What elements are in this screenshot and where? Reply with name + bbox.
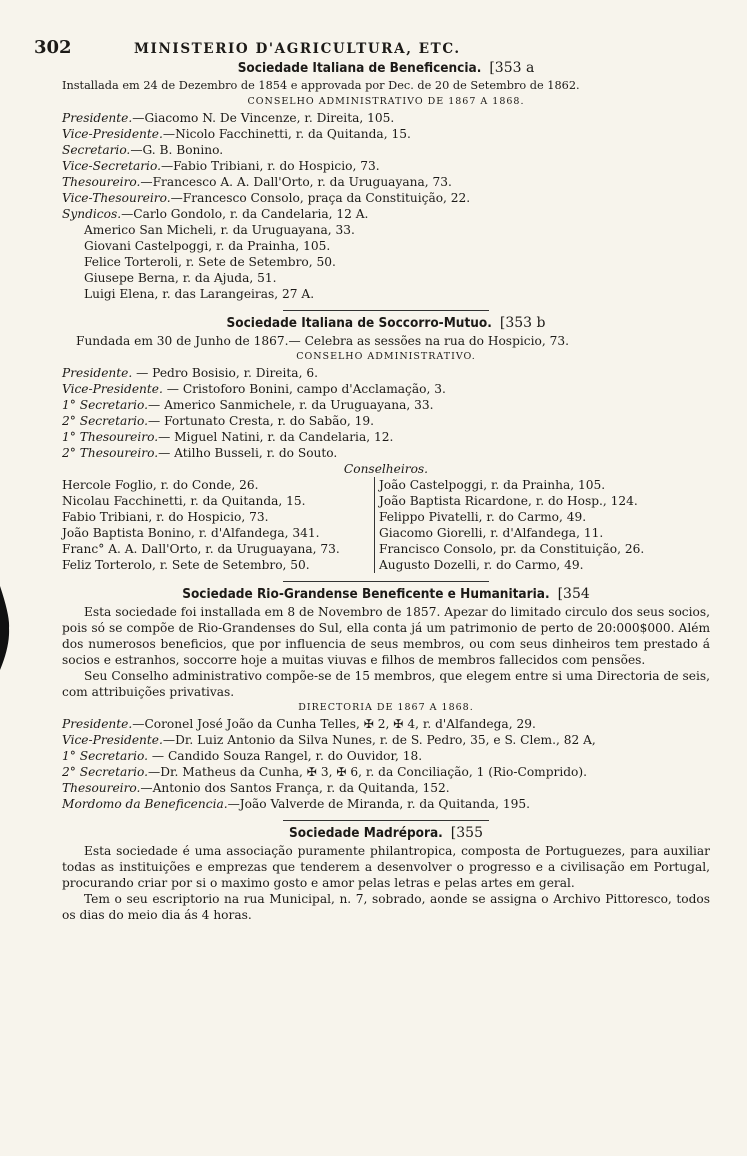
conselheiro-entry: João Baptista Ricardone, r. do Hosp., 124. xyxy=(379,494,638,508)
officer-line xyxy=(62,174,710,190)
conselheiros-label: Conselheiros. xyxy=(343,462,429,476)
section-title-355 xyxy=(62,825,710,841)
officer-role: Thesoureiro. xyxy=(62,175,141,189)
conselheiro-entry: Giacomo Giorelli, r. d'Alfandega, 11. xyxy=(379,526,604,540)
officer-line xyxy=(62,780,710,796)
officer-details: — Americo Sanmichele, r. da Uruguayana, 33. xyxy=(148,398,434,412)
officer-role: 1° Secretario. xyxy=(62,749,149,763)
officer-line xyxy=(62,445,710,461)
conselheiro-entry: Hercole Foglio, r. do Conde, 26. xyxy=(62,478,259,492)
officer-details: — Atilho Busseli, r. do Souto. xyxy=(158,446,338,460)
officers-353a xyxy=(62,110,710,222)
council-heading-353a: CONSELHO ADMINISTRATIVO DE 1867 A 1868. xyxy=(247,96,525,107)
officer-details: —Coronel José João da Cunha Telles, ✠ 2, ✠ 4, r. d'Alfandega, 29. xyxy=(132,717,536,731)
title-text: Sociedade Italiana de Soccorro-Mutuo. xyxy=(226,315,492,331)
officer-role: Presidente. xyxy=(62,111,133,125)
officer-role: Vice-Presidente. xyxy=(62,382,163,396)
officer-line xyxy=(62,110,710,126)
officer-line xyxy=(62,748,710,764)
intro-353a: Installada em 24 de Dezembro de 1854 e approvada por Dec. de 20 de Setembro de 1862. xyxy=(62,79,580,92)
title-text: Sociedade Rio-Grandense Beneficente e Humanitaria. xyxy=(182,586,550,602)
officer-role: Secretario. xyxy=(62,143,131,157)
officer-details: —G. B. Bonino. xyxy=(130,143,224,157)
officer-role: 1° Thesoureiro. xyxy=(62,430,159,444)
officer-role: 1° Secretario. xyxy=(62,398,149,412)
officer-line xyxy=(62,796,710,812)
officer-details: — Pedro Bosisio, r. Direita, 6. xyxy=(132,366,318,380)
council-heading-353b: CONSELHO ADMINISTRATIVO. xyxy=(296,351,476,362)
officer-role: 2° Secretario. xyxy=(62,414,149,428)
directoria-heading: DIRECTORIA DE 1867 A 1868. xyxy=(298,702,474,713)
officer-details: —Dr. Luiz Antonio da Silva Nunes, r. de S. Pedro, 35, e S. Clem., 82 A, xyxy=(162,733,596,747)
page xyxy=(34,37,710,923)
officer-details: —Francesco A. A. Dall'Orto, r. da Uruguayana, 73. xyxy=(140,175,452,189)
conselheiro-entry: João Baptista Bonino, r. d'Alfandega, 341. xyxy=(62,526,320,540)
intro-353b: Fundada em 30 de Junho de 1867.— Celebra as sessões na rua do Hospicio, 73. xyxy=(76,334,569,348)
section-title-354 xyxy=(62,586,710,602)
officer-details: — Cristoforo Bonini, campo d'Acclamação, 3. xyxy=(162,382,446,396)
officer-details: —Dr. Matheus da Cunha, ✠ 3, ✠ 6, r. da Conciliação, 1 (Rio-Comprido). xyxy=(148,765,588,779)
conselheiros-left-column xyxy=(62,477,374,573)
section-number: [355 xyxy=(450,825,483,841)
conselheiro-entry: Feliz Torterolo, r. Sete de Setembro, 50. xyxy=(62,558,310,572)
paragraph: Seu Conselho administrativo compõe-se de 15 membros, que elegem entre si uma Directoria de seis, com attribuições privativas. xyxy=(62,669,710,699)
syndics-353a xyxy=(62,222,710,302)
running-header xyxy=(34,37,710,58)
officer-role: Vice-Presidente. xyxy=(62,733,163,747)
officer-details: —Nicolo Facchinetti, r. da Quitanda, 15. xyxy=(162,127,411,141)
section-number: [353 a xyxy=(489,60,535,76)
divider xyxy=(283,820,489,821)
officer-details: —Francesco Consolo, praça da Constituição, 22. xyxy=(170,191,471,205)
officer-details: — Fortunato Cresta, r. do Sabão, 19. xyxy=(148,414,374,428)
officer-role: Thesoureiro. xyxy=(62,781,141,795)
section-number: [353 b xyxy=(499,315,546,331)
conselheiro-entry: Francisco Consolo, pr. da Constituição, 26. xyxy=(379,542,645,556)
officer-role: Syndicos. xyxy=(62,207,122,221)
officer-role: Presidente. xyxy=(62,366,133,380)
officer-line xyxy=(62,413,710,429)
page-number: 302 xyxy=(34,37,72,58)
officer-details: —Antonio dos Santos França, r. da Quitanda, 152. xyxy=(140,781,450,795)
officer-line xyxy=(62,764,710,780)
conselheiros-right-column xyxy=(374,477,644,573)
conselheiro-entry: Fabio Tribiani, r. do Hospicio, 73. xyxy=(62,510,269,524)
officer-line xyxy=(62,732,710,748)
syndic-line: Felice Torteroli, r. Sete de Setembro, 50. xyxy=(84,255,336,269)
officer-line xyxy=(62,716,710,732)
divider xyxy=(283,310,489,311)
officer-role: Presidente. xyxy=(62,717,133,731)
officer-role: Vice-Thesoureiro. xyxy=(62,191,171,205)
section-title-353b xyxy=(62,315,710,331)
paragraph: Esta sociedade foi installada em 8 de Novembro de 1857. Apezar do limitado circulo dos seus socios, pois só se compõe de Rio-Grandenses do Sul, ella conta já um patrimonio de perto de 20:000$000. Além dos numerosos beneficios, que por influencia de seus membros, ou com seus dinheiros tem prestado á socios e estranhos, soccorre hoje a muitas viuvas e filhos de membros fallecidos com pensões. xyxy=(62,605,710,667)
officer-role: Vice-Presidente. xyxy=(62,127,163,141)
section-number: [354 xyxy=(557,586,590,602)
officer-line xyxy=(62,381,710,397)
officer-line xyxy=(62,429,710,445)
syndic-line: Luigi Elena, r. das Larangeiras, 27 A. xyxy=(84,287,315,301)
paragraph: Esta sociedade é uma associação puramente philantropica, composta de Portuguezes, para auxiliar todas as instituições e emprezas que tenderem a desenvolver o progresso e a civilisação em Portugal, procurando criar por si o maximo gosto e amor pelas letras e pelas artes em geral. xyxy=(62,844,710,890)
conselheiro-entry: Franc° A. A. Dall'Orto, r. da Uruguayana, 73. xyxy=(62,542,340,556)
officer-line xyxy=(62,126,710,142)
officer-details: —João Valverde de Miranda, r. da Quitanda, 195. xyxy=(227,797,531,811)
officer-details: — Miguel Natini, r. da Candelaria, 12. xyxy=(158,430,394,444)
syndic-line: Giusepe Berna, r. da Ajuda, 51. xyxy=(84,271,277,285)
officers-353b xyxy=(62,365,710,461)
officer-details: —Fabio Tribiani, r. do Hospicio, 73. xyxy=(160,159,380,173)
officer-details: —Giacomo N. De Vincenze, r. Direita, 105. xyxy=(132,111,395,125)
officer-line xyxy=(62,158,710,174)
officer-details: — Candido Souza Rangel, r. do Ouvidor, 18. xyxy=(148,749,423,763)
conselheiro-entry: Felippo Pivatelli, r. do Carmo, 49. xyxy=(379,510,587,524)
title-text: Sociedade Madrépora. xyxy=(289,825,443,841)
conselheiros-table xyxy=(62,477,710,573)
officer-role: Mordomo da Beneficencia. xyxy=(62,797,228,811)
running-title: MINISTERIO D'AGRICULTURA, ETC. xyxy=(134,41,461,57)
divider xyxy=(283,581,489,582)
officer-line xyxy=(62,142,710,158)
officer-line xyxy=(62,397,710,413)
officer-line xyxy=(62,206,710,222)
conselheiro-entry: Nicolau Facchinetti, r. da Quitanda, 15. xyxy=(62,494,306,508)
officer-details: —Carlo Gondolo, r. da Candelaria, 12 A. xyxy=(121,207,369,221)
title-text: Sociedade Italiana de Beneficencia. xyxy=(237,60,482,76)
officer-role: 2° Thesoureiro. xyxy=(62,446,159,460)
binding-mark xyxy=(0,586,10,670)
conselheiro-entry: João Castelpoggi, r. da Prainha, 105. xyxy=(379,478,606,492)
officer-line xyxy=(62,190,710,206)
officer-role: Vice-Secretario. xyxy=(62,159,161,173)
officer-line xyxy=(62,365,710,381)
officer-role: 2° Secretario. xyxy=(62,765,149,779)
syndic-line: Americo San Micheli, r. da Uruguayana, 33. xyxy=(84,223,355,237)
conselheiro-entry: Augusto Dozelli, r. do Carmo, 49. xyxy=(379,558,584,572)
paragraph: Tem o seu escriptorio na rua Municipal, n. 7, sobrado, aonde se assigna o Archivo Pittoresco, todos os dias do meio dia ás 4 horas. xyxy=(62,892,710,922)
officers-354 xyxy=(62,716,710,812)
section-title-353a xyxy=(62,60,710,76)
syndic-line: Giovani Castelpoggi, r. da Prainha, 105. xyxy=(84,239,331,253)
